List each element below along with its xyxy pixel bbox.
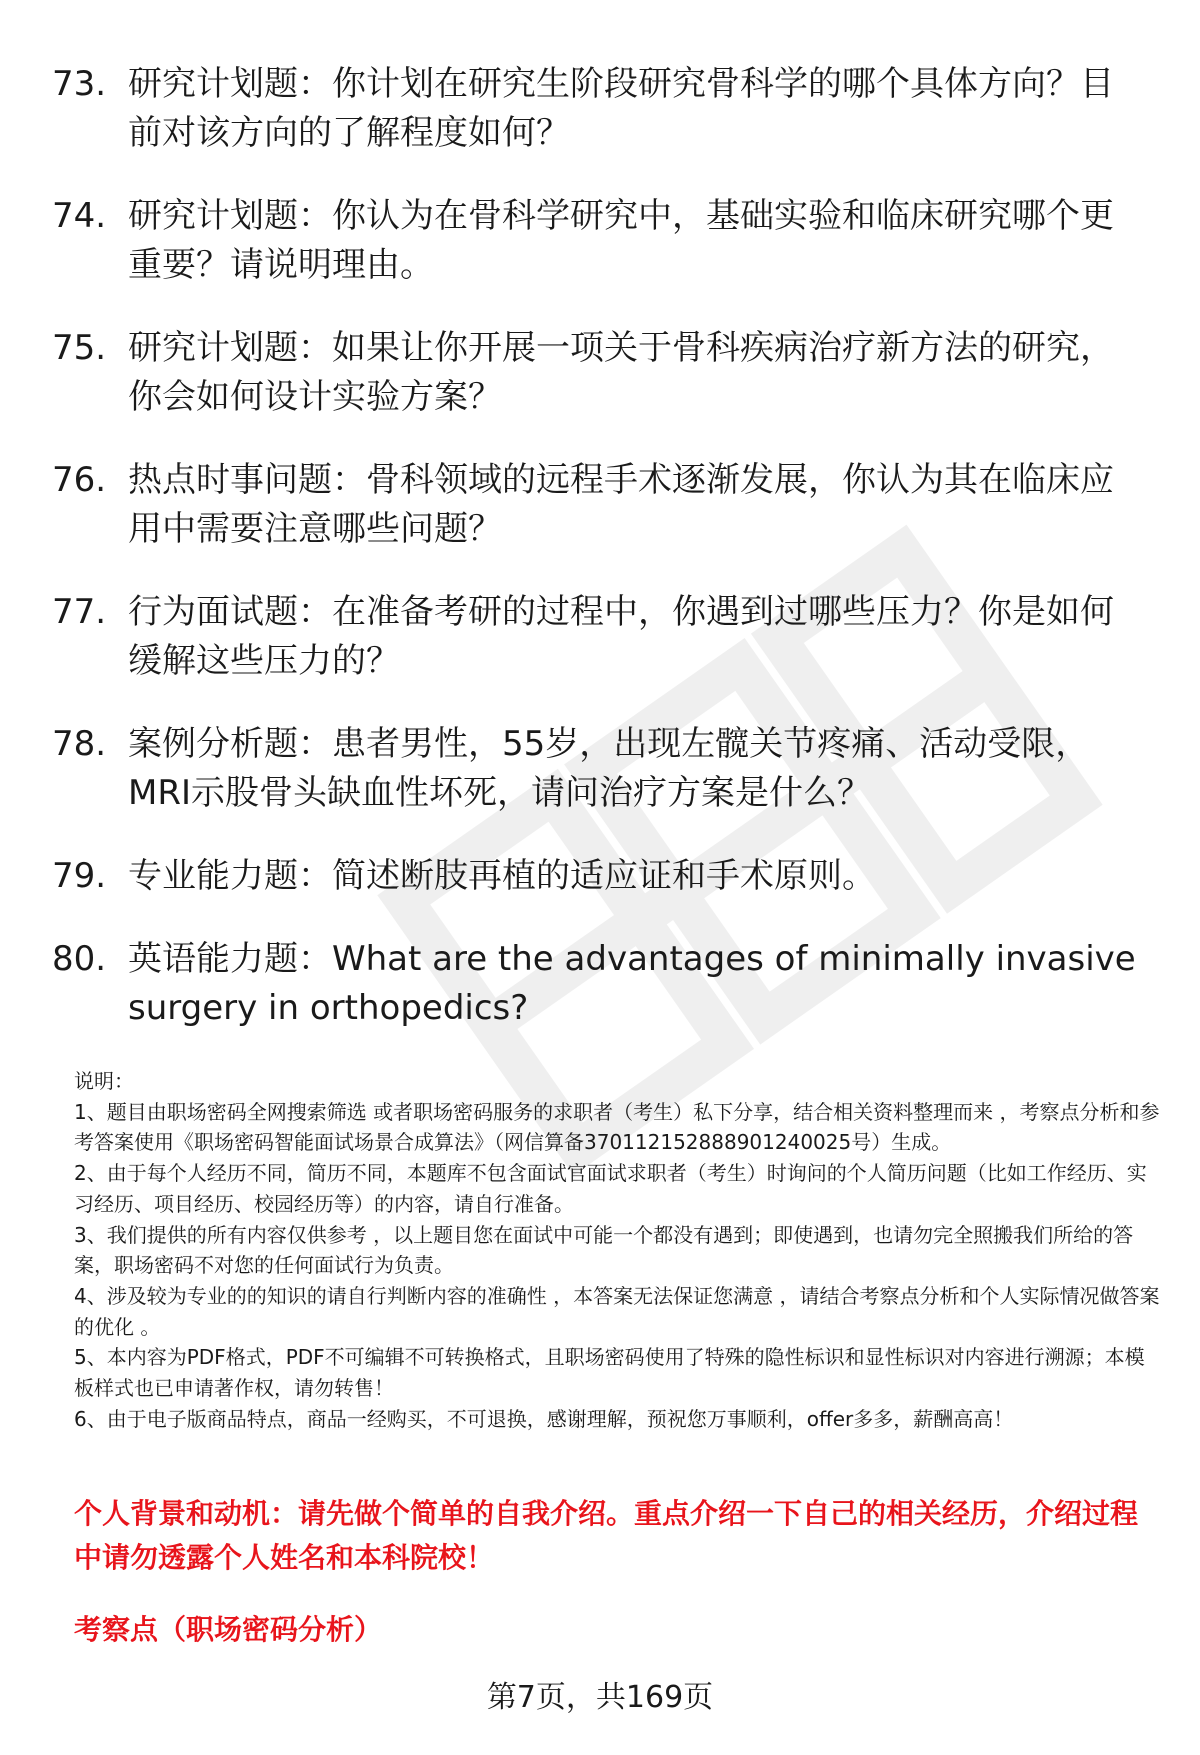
question-number: 76.	[52, 460, 107, 500]
question-text: 行为面试题：在准备考研的过程中，你遇到过哪些压力？你是如何缓解这些压力的？	[128, 592, 1114, 681]
question-text: 专业能力题：简述断肢再植的适应证和手术原则。	[128, 856, 876, 896]
question-text: 研究计划题：你认为在骨科学研究中，基础实验和临床研究哪个更重要？请说明理由。	[128, 196, 1114, 285]
question-number: 77.	[52, 592, 107, 632]
note-item: 4、涉及较为专业的的知识的请自行判断内容的准确性 ，本答案无法保证您满意 ，请结合考察点分析和个人实际情况做答案的优化 。	[74, 1283, 1160, 1339]
question-number: 74.	[52, 196, 107, 236]
section-heading: 个人背景和动机：请先做个简单的自我介绍。重点介绍一下自己的相关经历，介绍过程中请勿透露个人姓名和本科院校！	[74, 1497, 1139, 1574]
question-number: 73.	[52, 64, 107, 104]
note-item: 2、由于每个人经历不同，简历不同，本题库不包含面试官面试求职者（考生）时询问的个人简历问题（比如工作经历、实习经历、项目经历、校园经历等）的内容，请自行准备。	[74, 1161, 1147, 1216]
notes-title: 说明：	[74, 1069, 134, 1093]
question-text: 研究计划题：如果让你开展一项关于骨科疾病治疗新方法的研究，你会如何设计实验方案？	[128, 328, 1114, 417]
question-item	[52, 324, 1152, 422]
question-text: 研究计划题：你计划在研究生阶段研究骨科学的哪个具体方向？目前对该方向的了解程度如何？	[128, 64, 1114, 153]
question-item	[52, 588, 1152, 686]
question-number: 79.	[52, 856, 107, 896]
section-subheading: 考察点（职场密码分析）	[74, 1613, 383, 1646]
question-item	[52, 935, 1152, 1033]
question-item	[52, 720, 1152, 818]
page-number: 第7页，共169页	[486, 1680, 714, 1715]
question-text: 热点时事问题：骨科领域的远程手术逐渐发展，你认为其在临床应用中需要注意哪些问题？	[128, 460, 1114, 549]
question-item	[52, 456, 1152, 554]
question-list	[52, 60, 1152, 1067]
question-number: 80.	[52, 939, 107, 979]
question-item	[52, 60, 1152, 158]
note-item: 5、本内容为PDF格式，PDF不可编辑不可转换格式，且职场密码使用了特殊的隐性标识和显性标识对内容进行溯源；本模板样式也已申请著作权，请勿转售！	[74, 1345, 1145, 1401]
question-item	[52, 192, 1152, 290]
question-item	[52, 852, 1152, 901]
question-number: 78.	[52, 724, 107, 764]
question-text: 英语能力题：What are the advantages of minimally invasive surgery in orthopedics?	[128, 939, 1136, 1028]
note-item: 1、题目由职场密码全网搜索筛选 或者职场密码服务的求职者（考生）私下分享，结合相关资料整理而来 ，考察点分析和参考答案使用《职场密码智能面试场景合成算法》（网信算备370112152888901240025号）生成。	[74, 1099, 1160, 1155]
question-text: 案例分析题：患者男性，55岁，出现左髋关节疼痛、活动受限，MRI示股骨头缺血性坏死，请问治疗方案是什么？	[128, 724, 1090, 813]
note-item: 6、由于电子版商品特点，商品一经购买，不可退换，感谢理解，预祝您万事顺利，offer多多，薪酬高高！	[74, 1406, 1014, 1431]
question-number: 75.	[52, 328, 107, 368]
notes-section	[74, 1066, 1164, 1434]
note-item: 3、我们提供的所有内容仅供参考 ，以上题目您在面试中可能一个都没有遇到；即使遇到，也请勿完全照搬我们所给的答案，职场密码不对您的任何面试行为负责。	[74, 1222, 1134, 1278]
